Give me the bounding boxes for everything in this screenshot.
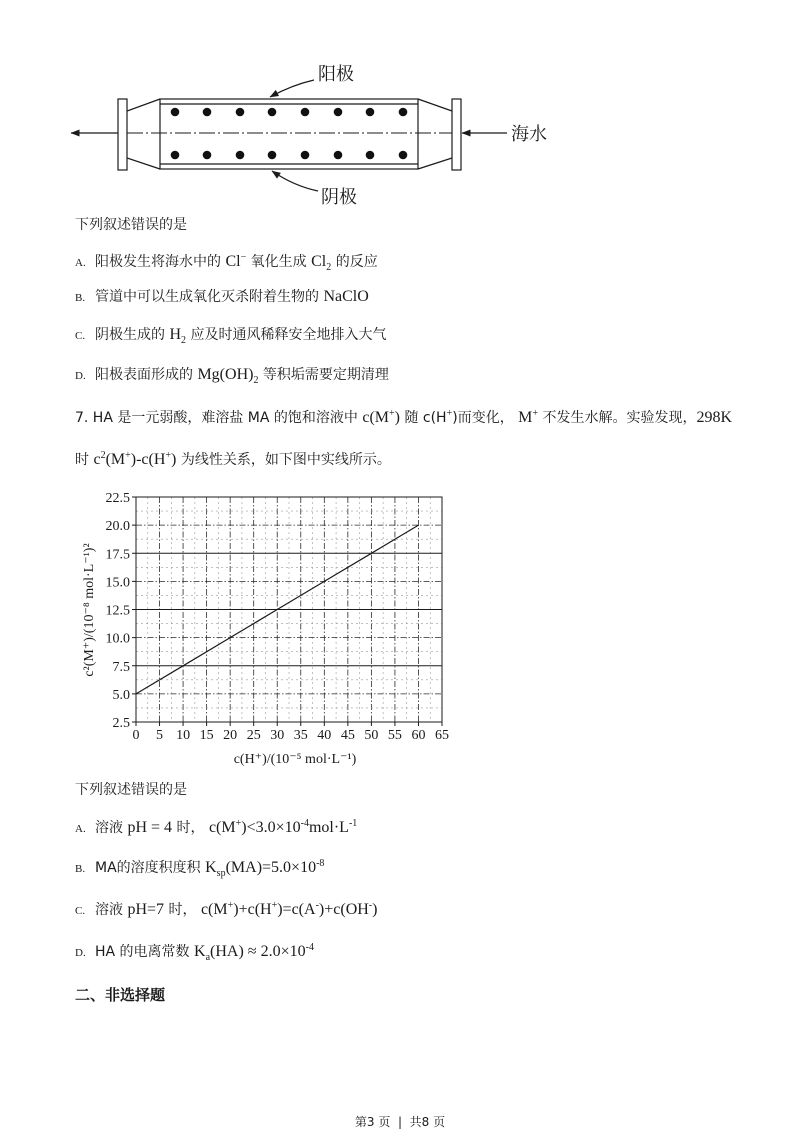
superscript: -4 [305, 942, 314, 953]
x-tick-label: 65 [435, 728, 449, 743]
text-run: c(M [362, 409, 390, 426]
x-tick-label: 30 [270, 728, 285, 743]
q6-option-b [75, 286, 369, 309]
option-letter: C. [75, 905, 86, 917]
line-chart [60, 480, 480, 780]
superscript: + [446, 408, 453, 419]
text-run: 时， [164, 902, 201, 918]
option-text [95, 252, 378, 273]
option-letter: D. [75, 947, 86, 959]
text-run: 阴极生成的 [95, 327, 170, 343]
x-tick-label: 50 [364, 728, 379, 743]
subscript: 2 [326, 262, 332, 273]
superscript: - [315, 900, 319, 911]
text-run: 不发生水解。实验发现， [538, 410, 697, 426]
superscript: + [235, 818, 242, 829]
anode-dot [301, 108, 310, 117]
anode-dot [399, 108, 408, 117]
superscript: − [240, 252, 247, 263]
cathode-dot [203, 151, 212, 160]
text-run: )而变化， [452, 410, 519, 426]
right-taper [418, 99, 452, 169]
q7-stem-line-1 [75, 407, 733, 431]
option-letter: A. [75, 823, 86, 835]
superscript: + [271, 900, 278, 911]
text-run: )-c(H [130, 451, 166, 468]
left-taper [127, 99, 160, 169]
text-run: )=c(A [277, 901, 316, 918]
text-run: H [169, 326, 182, 343]
option-text [95, 858, 325, 879]
text-run: 应及时通风稀释安全地排入大气 [186, 327, 387, 343]
subscript: a [205, 952, 211, 963]
q7-option-b [75, 857, 324, 881]
x-axis-label: c(H⁺)/(10⁻⁵ mol·L⁻¹) [233, 752, 357, 767]
seawater-label: 海水 [511, 124, 547, 145]
x-tick-label: 5 [156, 728, 164, 743]
option-letter: B. [75, 863, 86, 875]
text-run: (HA) ≈ 2.0×10 [210, 943, 306, 960]
superscript: -4 [300, 818, 309, 829]
y-tick-label: 12.5 [105, 603, 130, 619]
text-run: M [518, 409, 533, 426]
superscript: 2 [100, 450, 106, 461]
text-run: c(M [200, 901, 228, 918]
cathode-dot [236, 151, 245, 160]
x-tick-label: 10 [176, 728, 191, 743]
q7-option-c [75, 899, 377, 923]
x-tick-label: 35 [293, 728, 308, 743]
subscript: 2 [181, 335, 187, 346]
superscript: + [389, 408, 395, 419]
q7-option-a [75, 817, 357, 841]
cathode-label: 阴极 [321, 187, 357, 208]
x-tick-label: 55 [387, 728, 402, 743]
anode-dot [203, 108, 212, 117]
option-text [95, 366, 389, 386]
text-run: 溶液 [95, 902, 128, 918]
q7-prompt: 下列叙述错误的是 [75, 782, 187, 798]
y-tick-label: 22.5 [105, 491, 130, 506]
q6-option-a [75, 251, 378, 275]
text-run: ) [394, 409, 400, 426]
text-run: c(M [208, 819, 236, 836]
option-letter: D. [75, 370, 86, 382]
section-title: 二、非选择题 [75, 986, 166, 1004]
anode-dot [366, 108, 375, 117]
superscript: + [532, 408, 539, 419]
text-run: )+c(H [233, 901, 272, 918]
x-tick-label: 20 [223, 728, 238, 743]
y-tick-label: 10.0 [105, 631, 130, 647]
superscript: -1 [348, 818, 358, 829]
text-run: 7. HA 是一元弱酸，难溶盐 MA 的饱和溶液中 [75, 410, 363, 426]
x-tick-label: 60 [411, 728, 426, 743]
text-run: 时， [172, 820, 209, 836]
option-text [95, 820, 357, 836]
text-run: 时 [75, 452, 94, 468]
option-text [95, 942, 314, 963]
text-run: 溶液 [95, 820, 128, 836]
electrolysis-pipe-diagram [0, 0, 800, 215]
electrode-dots [171, 108, 408, 160]
x-tick-label: 45 [340, 728, 355, 743]
option-text [95, 326, 387, 346]
option-letter: A. [75, 257, 86, 269]
subscript: sp [216, 868, 226, 879]
text-run: mol·L [308, 819, 349, 836]
text-run: NaClO [323, 288, 369, 305]
text-run: 阳极发生将海水中的 [95, 254, 226, 270]
text-run: (MA)=5.0×10 [225, 859, 317, 876]
q6-option-c [75, 324, 386, 348]
y-tick-label: 20.0 [105, 519, 130, 535]
text-run: 阳极表面形成的 [95, 367, 198, 383]
text-run: K [194, 943, 206, 960]
anode-dot [171, 108, 180, 117]
text-run: )<3.0×10 [241, 819, 301, 836]
anode-label: 阳极 [318, 64, 354, 85]
cathode-dot [171, 151, 180, 160]
text-run: ) [171, 451, 177, 468]
pipe-body [160, 99, 418, 169]
text-run: (M [105, 451, 126, 468]
q7-stem-text [75, 407, 696, 431]
x-tick-label: 40 [317, 728, 332, 743]
pipe-structure [71, 80, 507, 191]
anode-dot [236, 108, 245, 117]
y-tick-label: 2.5 [112, 716, 130, 731]
q7-stem-temperature: 298K [696, 409, 733, 426]
chart-grid [136, 497, 442, 722]
x-tick-label: 0 [132, 728, 140, 743]
subscript: 2 [253, 375, 259, 386]
text-run: MA的溶度积度积 [95, 860, 206, 876]
y-axis-label: c²(M⁺)/(10⁻⁸ mol·L⁻¹)² [82, 543, 97, 677]
right-flange [452, 99, 461, 170]
x-tick-label: 25 [246, 728, 261, 743]
text-run: )+c(OH [318, 901, 369, 918]
y-tick-label: 5.0 [112, 687, 130, 703]
option-text [95, 289, 369, 305]
anode-dot [334, 108, 343, 117]
cathode-dot [399, 151, 408, 160]
text-run: 氧化生成 [246, 254, 312, 270]
text-run: 为线性关系，如下图中实线所示。 [176, 452, 391, 468]
text-run: pH = 4 [127, 819, 173, 836]
text-run: Mg(OH) [197, 366, 254, 383]
y-tick-label: 15.0 [105, 575, 130, 591]
y-tick-label: 17.5 [105, 547, 130, 563]
q7-stem-line-2 [75, 449, 391, 473]
cathode-dot [268, 151, 277, 160]
left-flange [118, 99, 127, 170]
superscript: - [368, 900, 373, 911]
text-run: pH=7 [127, 901, 165, 918]
y-tick-label: 7.5 [112, 659, 130, 675]
option-letter: C. [75, 330, 86, 342]
superscript: + [125, 450, 131, 461]
text-run: 管道中可以生成氧化灭杀附着生物的 [95, 289, 324, 305]
superscript: + [227, 900, 234, 911]
q6-option-d [75, 364, 389, 388]
text-run: Cl [311, 253, 327, 270]
option-letter: B. [75, 292, 86, 304]
text-run: HA 的电离常数 [95, 944, 195, 960]
q6-prompt: 下列叙述错误的是 [75, 217, 187, 233]
text-run: c [93, 451, 101, 468]
text-run: Cl [225, 253, 241, 270]
option-text [95, 902, 377, 918]
cathode-leader-arrow [272, 171, 318, 191]
text-run: 的反应 [331, 254, 378, 270]
cathode-dot [301, 151, 310, 160]
superscript: -8 [316, 858, 325, 869]
text-run: K [205, 859, 217, 876]
anode-leader-arrow [270, 80, 314, 97]
q7-option-d [75, 941, 314, 965]
superscript: + [165, 450, 172, 461]
text-run: ) [372, 901, 378, 918]
cathode-dot [334, 151, 343, 160]
page-footer: 第3 页 | 共8 页 [354, 1115, 446, 1129]
text-run: 等积垢需要定期清理 [258, 367, 389, 383]
cathode-dot [366, 151, 375, 160]
text-run: 随 c(H [400, 410, 447, 426]
x-tick-label: 15 [199, 728, 214, 743]
anode-dot [268, 108, 277, 117]
